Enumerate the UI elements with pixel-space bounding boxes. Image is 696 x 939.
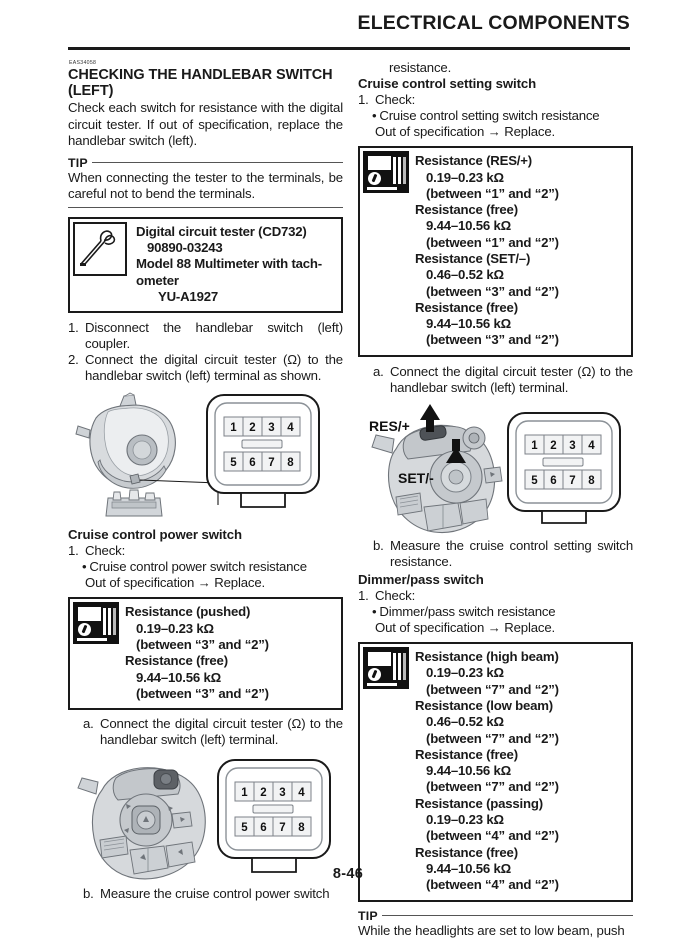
substep-item — [83, 886, 343, 902]
power-switch-spec-lines — [119, 599, 341, 708]
meter-icon-cell — [360, 148, 409, 193]
bullet-dot: • — [372, 604, 377, 620]
setting-switch-substep-a — [373, 364, 633, 396]
multimeter-icon — [363, 151, 409, 193]
spec-line: (between “4” and “2”) — [426, 828, 559, 844]
dimmer-switch-bullet-sub: Out of specification → Replace. — [375, 620, 556, 636]
spec-line: 9.44–10.56 kΩ — [136, 669, 221, 685]
step-text: Disconnect the handlebar switch (left) coupler. — [85, 320, 343, 352]
pin-number: 3 — [268, 422, 275, 435]
meter-probe — [403, 157, 406, 184]
power-switch-spec-box — [68, 597, 343, 710]
bullet-dot: • — [82, 559, 87, 575]
dimmer-switch-spec-lines — [409, 644, 631, 899]
setting-switch-bullet-sub: Out of specification → Replace. — [375, 124, 556, 140]
continuation-text: resistance. — [389, 60, 452, 75]
step-text: Check: — [375, 588, 416, 603]
meter-screen — [78, 607, 101, 621]
dimmer-switch-bullets — [372, 604, 633, 620]
tip-rule — [382, 915, 633, 916]
tool-line: Digital circuit tester (CD732) — [136, 223, 307, 239]
meter-probe — [103, 608, 106, 635]
callout-label-res: RES/+ — [369, 417, 410, 434]
substep-marker: a. — [373, 363, 384, 379]
left-column — [68, 60, 343, 902]
res-plus-callout — [369, 404, 440, 434]
tool-box-lines — [127, 219, 341, 311]
substep-text: Connect the digital circuit tester (Ω) to the handlebar switch (left) terminal. — [100, 716, 343, 748]
pin-number: 6 — [260, 822, 267, 835]
spec-line: (between “1” and “2”) — [426, 234, 559, 250]
spec-line: Resistance (passing) — [415, 795, 543, 811]
spec-line: Resistance (free) — [415, 202, 518, 218]
spec-line: Resistance (free) — [415, 299, 518, 315]
spec-line: Resistance (free) — [415, 844, 518, 860]
cruise-control-setting-switch-illustration — [358, 401, 633, 536]
cruise-power-switch-heading: Cruise control power switch — [68, 527, 242, 543]
tool-icon-cell — [70, 219, 127, 276]
tool-line: ometer — [136, 272, 179, 288]
pin-number: 2 — [260, 787, 267, 800]
tip-label: TIP — [358, 908, 378, 923]
tip-text-right: While the headlights are set to low beam, push — [358, 922, 625, 938]
meter-icon-cell — [70, 599, 119, 644]
meter-probe — [403, 653, 406, 680]
multimeter-icon — [363, 647, 409, 689]
meter-dial — [368, 668, 381, 681]
spec-line: 9.44–10.56 kΩ — [426, 316, 511, 332]
tool-line: YU-A1927 — [158, 288, 218, 304]
spec-line: (between “3” and “2”) — [426, 283, 559, 299]
header-divider — [68, 47, 630, 50]
substep-item — [83, 716, 343, 748]
spec-line: Resistance (high beam) — [415, 649, 559, 665]
bullet-text: Cruise control setting switch resistance — [379, 108, 600, 124]
step-item — [68, 352, 343, 384]
document-id: EAS34058 — [69, 60, 97, 66]
step-marker: 1. — [68, 320, 79, 336]
spec-line: (between “3” and “2”) — [426, 332, 559, 348]
meter-probe — [113, 608, 116, 635]
spec-line: 0.46–0.52 kΩ — [426, 267, 504, 283]
power-switch-bullets — [82, 559, 343, 575]
right-column — [358, 60, 633, 939]
step-marker: 1. — [358, 588, 369, 603]
pin-number: 3 — [279, 787, 286, 800]
dimmer-pass-switch-heading: Dimmer/pass switch — [358, 571, 484, 587]
meter-dial — [78, 623, 91, 636]
power-switch-steps — [68, 543, 343, 559]
pin-number: 5 — [241, 822, 248, 835]
bullet-item — [372, 108, 633, 124]
step-item — [68, 543, 343, 559]
spec-line: (between “3” and “2”) — [136, 637, 269, 653]
spec-line: 9.44–10.56 kΩ — [426, 218, 511, 234]
step-item — [358, 588, 633, 604]
step-marker: 1. — [358, 92, 369, 108]
pin-number: 1 — [531, 439, 538, 452]
setting-switch-steps — [358, 92, 633, 108]
spec-line: (between “4” and “2”) — [426, 877, 559, 893]
tip-heading-right — [358, 909, 633, 923]
pin-number: 5 — [531, 474, 538, 487]
tip-heading-left — [68, 156, 343, 170]
step-text: Connect the digital circuit tester (Ω) to the handlebar switch (left) terminal as shown. — [85, 352, 343, 384]
bullet-dot: • — [372, 108, 377, 124]
pin-number: 2 — [249, 422, 256, 435]
power-switch-substep-b — [83, 886, 343, 902]
pin-number: 8 — [588, 474, 595, 487]
pin-number: 4 — [287, 422, 294, 435]
cruise-setting-switch-heading: Cruise control setting switch — [358, 76, 537, 92]
spec-line: 0.19–0.23 kΩ — [426, 812, 504, 828]
spec-line: 0.19–0.23 kΩ — [426, 665, 504, 681]
substep-item — [373, 364, 633, 396]
bullet-text: Dimmer/pass switch resistance — [379, 604, 556, 620]
meter-icon-cell — [360, 644, 409, 689]
substep-marker: a. — [83, 716, 94, 732]
meter-probe — [108, 608, 111, 635]
meter-probe — [398, 157, 401, 184]
page-header-title: ELECTRICAL COMPONENTS — [357, 12, 630, 34]
tip-rule — [92, 162, 343, 163]
step-marker: 2. — [68, 352, 79, 368]
spec-line: Resistance (low beam) — [415, 697, 553, 713]
multimeter-icon — [73, 602, 119, 644]
step-marker: 1. — [68, 543, 79, 559]
spec-line: 0.46–0.52 kΩ — [426, 714, 504, 730]
pin-number: 1 — [241, 787, 248, 800]
meter-base — [367, 683, 397, 686]
pin-number: 6 — [249, 457, 256, 470]
meter-dial — [368, 172, 381, 185]
tip-text-left: When connecting the tester to the terminals, be careful not to bend the terminals. — [68, 169, 343, 201]
setting-switch-spec-lines — [409, 148, 631, 355]
spec-line: (between “7” and “2”) — [426, 730, 559, 746]
handlebar-switch-left-illustration — [68, 754, 343, 882]
tester-tool-icon — [73, 222, 127, 276]
setting-switch-spec-box — [358, 146, 633, 357]
tool-line: Model 88 Multimeter with tach- — [136, 256, 322, 272]
tool-line: 90890-03243 — [147, 239, 223, 255]
bullet-item — [372, 604, 633, 620]
substep-marker: b. — [373, 537, 384, 553]
pin-number: 8 — [298, 822, 305, 835]
main-steps-list — [68, 320, 343, 384]
step-text: Check: — [375, 92, 416, 108]
substep-item — [373, 538, 633, 570]
spec-line: (between “7” and “2”) — [426, 779, 559, 795]
spec-line: 9.44–10.56 kΩ — [426, 763, 511, 779]
special-tool-box — [68, 217, 343, 313]
pin-number: 7 — [268, 457, 275, 470]
meter-probe — [398, 653, 401, 680]
power-switch-bullet-sub: Out of specification → Replace. — [85, 575, 266, 591]
meter-probe — [393, 157, 396, 184]
spec-line: Resistance (SET/–) — [415, 251, 531, 266]
spec-line: Resistance (free) — [415, 746, 518, 762]
tip-label: TIP — [68, 155, 88, 170]
setting-switch-bullets — [372, 108, 633, 124]
page-title: CHECKING THE HANDLEBAR SWITCH (LEFT) — [68, 67, 333, 100]
handlebar-switch-coupler-illustration — [68, 390, 343, 525]
spec-line: Resistance (RES/+) — [415, 153, 532, 169]
pin-number: 3 — [569, 439, 576, 452]
spec-line: (between “1” and “2”) — [426, 185, 559, 201]
spec-line: Resistance (pushed) — [125, 604, 251, 620]
power-switch-substeps — [83, 716, 343, 748]
pin-number: 8 — [287, 457, 294, 470]
step-item — [68, 320, 343, 352]
pin-number: 7 — [569, 474, 576, 487]
intro-paragraph: Check each switch for resistance with the digital circuit tester. If out of specification, replace the handlebar switch (left). — [68, 100, 343, 148]
pin-number: 5 — [230, 457, 237, 470]
meter-probe — [393, 653, 396, 680]
page-number: 8-46 — [332, 866, 364, 882]
spec-line: 0.19–0.23 kΩ — [136, 620, 214, 636]
tip-close-rule — [68, 207, 343, 208]
pin-number: 4 — [298, 787, 305, 800]
substep-text: Measure the cruise control power switch — [100, 886, 330, 902]
substep-text: Connect the digital circuit tester (Ω) to the handlebar switch (left) terminal. — [390, 363, 633, 395]
bullet-item — [82, 559, 343, 575]
pin-number: 7 — [279, 822, 286, 835]
dimmer-switch-spec-box — [358, 642, 633, 901]
meter-screen — [368, 652, 391, 666]
substep-text: Measure the cruise control setting switch resistance. — [390, 537, 633, 569]
pin-number: 6 — [550, 474, 557, 487]
step-item — [358, 92, 633, 108]
bullet-text: Cruise control power switch resistance — [89, 559, 307, 575]
step-text: Check: — [85, 543, 126, 559]
meter-base — [77, 638, 107, 641]
pin-number: 4 — [588, 439, 595, 452]
meter-base — [367, 187, 397, 190]
substep-marker: b. — [83, 886, 94, 902]
setting-switch-substep-b — [373, 538, 633, 570]
callout-label-set: SET/- — [398, 469, 434, 486]
pin-number: 1 — [230, 422, 237, 435]
pin-number: 2 — [550, 439, 557, 452]
dimmer-switch-steps — [358, 588, 633, 604]
spec-line: Resistance (free) — [125, 653, 228, 669]
meter-screen — [368, 156, 391, 170]
spec-line: (between “7” and “2”) — [426, 681, 559, 697]
spec-line: 0.19–0.23 kΩ — [426, 169, 504, 185]
spec-line: 9.44–10.56 kΩ — [426, 860, 511, 876]
spec-line: (between “3” and “2”) — [136, 685, 269, 701]
